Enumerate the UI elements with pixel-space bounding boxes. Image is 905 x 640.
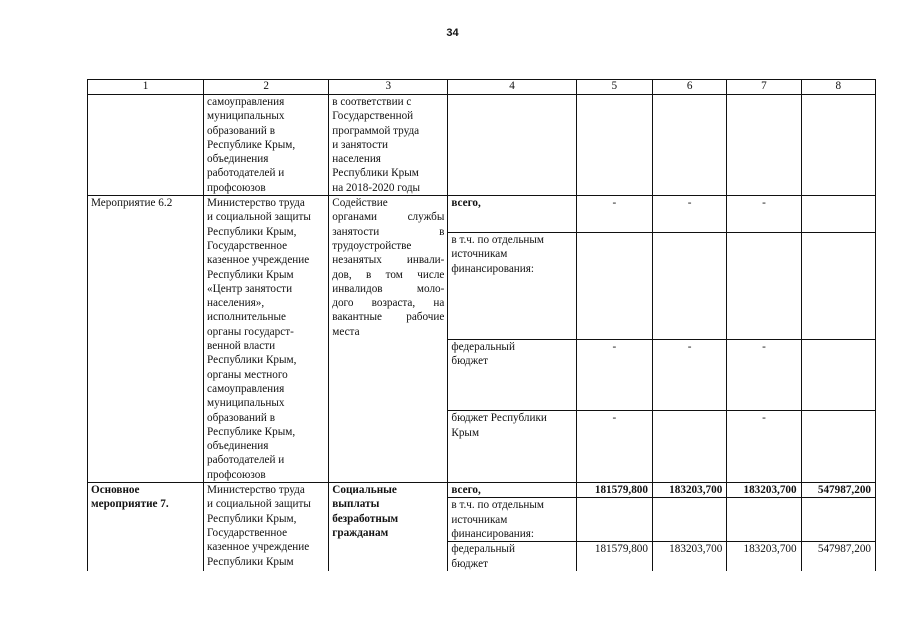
measure-name-cell bbox=[88, 483, 204, 571]
text-line: исполнительные bbox=[207, 311, 286, 324]
text-line: Содействие bbox=[332, 197, 388, 210]
table-header-row bbox=[88, 80, 876, 95]
text-line: Государственное bbox=[207, 239, 288, 252]
header-cell: 5 bbox=[576, 80, 652, 95]
value-cell: 547987,200 bbox=[801, 483, 875, 498]
text-line: финансирования: bbox=[451, 262, 535, 275]
source-cell bbox=[448, 542, 576, 571]
description-cell bbox=[329, 483, 448, 571]
value-cell: - bbox=[576, 411, 652, 483]
text-line: Республики Крым, bbox=[207, 512, 297, 525]
text-line: Министерство труда bbox=[207, 484, 305, 497]
text-line: органы государст- bbox=[207, 325, 294, 338]
text-line: Республики Крым bbox=[332, 167, 419, 180]
text-line: в т.ч. по отдельным bbox=[451, 234, 545, 247]
value-cell: 181579,800 bbox=[576, 483, 652, 498]
text-line: профсоюзов bbox=[207, 181, 266, 194]
value-cell bbox=[576, 498, 652, 542]
value-cell: 181579,800 bbox=[576, 542, 652, 571]
value-cell bbox=[801, 339, 875, 411]
text-line: Республике Крым, bbox=[207, 138, 296, 151]
text-line: объединения bbox=[207, 440, 269, 453]
source-total-label: всего, bbox=[451, 197, 481, 210]
cont-cell-7 bbox=[727, 95, 801, 196]
header-cell: 8 bbox=[801, 80, 875, 95]
text-line: органы местного bbox=[207, 368, 288, 381]
text-line: муниципальных bbox=[207, 397, 285, 410]
value-cell bbox=[801, 233, 875, 339]
text-line: федеральный bbox=[451, 543, 515, 556]
text-line: гражданам bbox=[332, 526, 389, 539]
text-line: Министерство труда bbox=[207, 197, 305, 210]
source-cell bbox=[448, 411, 576, 483]
text-line: программой труда bbox=[332, 124, 420, 137]
text-line: федеральный bbox=[451, 340, 515, 353]
header-cell: 4 bbox=[448, 80, 576, 95]
measure-7-row bbox=[88, 483, 876, 498]
text-line: инвалидов моло- bbox=[332, 282, 445, 295]
text-line: профсоюзов bbox=[207, 468, 266, 481]
text-line: дого возраста, на bbox=[332, 297, 445, 310]
header-cell: 3 bbox=[329, 80, 448, 95]
cont-description-cell bbox=[329, 95, 448, 196]
value-cell bbox=[801, 196, 875, 233]
text-line: Государственной bbox=[332, 110, 414, 123]
header-cell: 7 bbox=[727, 80, 801, 95]
text-line: Республике Крым, bbox=[207, 425, 296, 438]
cont-cell-5 bbox=[576, 95, 652, 196]
value-cell bbox=[801, 498, 875, 542]
executor-cell bbox=[204, 483, 329, 571]
text-line: в соответствии с bbox=[332, 96, 412, 108]
page-number: 34 bbox=[446, 27, 459, 39]
text-line: образований в bbox=[207, 411, 275, 424]
source-cell bbox=[448, 233, 576, 339]
text-line: объединения bbox=[207, 153, 269, 166]
text-line: «Центр занятости bbox=[207, 282, 293, 295]
text-line: казенное учреждение bbox=[207, 254, 310, 267]
text-line: бюджет Республики bbox=[451, 412, 547, 425]
source-cell bbox=[448, 196, 576, 233]
text-line: финансирования: bbox=[451, 527, 535, 540]
cont-executor-cell bbox=[204, 95, 329, 196]
text-line: на 2018-2020 годы bbox=[332, 181, 421, 194]
value-cell: 183203,700 bbox=[652, 483, 726, 498]
text-line: источникам bbox=[451, 513, 508, 526]
value-cell bbox=[652, 233, 726, 339]
text-line: Республики Крым, bbox=[207, 354, 297, 367]
source-total-label: всего, bbox=[451, 484, 481, 497]
text-line: занятости в bbox=[332, 225, 445, 238]
text-line: работодателей и bbox=[207, 454, 285, 467]
value-cell: - bbox=[727, 339, 801, 411]
header-cell: 2 bbox=[204, 80, 329, 95]
description-cell bbox=[329, 196, 448, 483]
executor-cell bbox=[204, 196, 329, 483]
text-line: и социальной защиты bbox=[207, 211, 311, 224]
text-line: бюджет bbox=[451, 557, 488, 570]
measure-name: Основное bbox=[91, 484, 140, 497]
header-cell: 1 bbox=[88, 80, 204, 95]
text-line: Государственное bbox=[207, 526, 288, 539]
value-cell bbox=[652, 411, 726, 483]
source-cell bbox=[448, 498, 576, 542]
text-line: безработным bbox=[332, 512, 399, 525]
text-line: венной власти bbox=[207, 340, 276, 353]
source-cell bbox=[448, 483, 576, 498]
text-line: самоуправления bbox=[207, 382, 285, 395]
text-line: Крым bbox=[451, 426, 480, 439]
text-line: незанятых инвали- bbox=[332, 254, 445, 267]
text-line: самоуправления bbox=[207, 96, 285, 108]
value-cell: - bbox=[727, 196, 801, 233]
value-cell: - bbox=[652, 196, 726, 233]
text-line: места bbox=[332, 325, 360, 338]
measure-name: мероприятие 7. bbox=[91, 498, 169, 511]
value-cell bbox=[576, 233, 652, 339]
text-line: и занятости bbox=[332, 138, 389, 151]
text-line: Республики Крым bbox=[207, 268, 294, 281]
text-line: Республики Крым, bbox=[207, 225, 297, 238]
text-line: и социальной защиты bbox=[207, 498, 311, 511]
value-cell bbox=[727, 498, 801, 542]
value-cell: - bbox=[576, 196, 652, 233]
text-line: бюджет bbox=[451, 354, 488, 367]
value-cell: 547987,200 bbox=[801, 542, 875, 571]
cont-cell-1 bbox=[88, 95, 204, 196]
value-cell: 183203,700 bbox=[652, 542, 726, 571]
text-line: вакантные рабочие bbox=[332, 311, 445, 324]
value-cell: - bbox=[576, 339, 652, 411]
text-line: работодателей и bbox=[207, 167, 285, 180]
continuation-row bbox=[88, 95, 876, 196]
text-line: в т.ч. по отдельным bbox=[451, 499, 545, 512]
header-cell: 6 bbox=[652, 80, 726, 95]
value-cell bbox=[652, 498, 726, 542]
text-line: казенное учреждение bbox=[207, 541, 310, 554]
text-line: муниципальных bbox=[207, 110, 285, 123]
text-line: органами службы bbox=[332, 211, 445, 224]
text-line: Республики Крым bbox=[207, 555, 294, 568]
text-line: образований в bbox=[207, 124, 275, 137]
text-line: выплаты bbox=[332, 498, 380, 511]
source-cell bbox=[448, 339, 576, 411]
text-line: населения», bbox=[207, 297, 265, 310]
value-cell: - bbox=[727, 411, 801, 483]
measure-name-cell bbox=[88, 196, 204, 483]
value-cell bbox=[801, 411, 875, 483]
text-line: Социальные bbox=[332, 484, 397, 497]
value-cell: 183203,700 bbox=[727, 483, 801, 498]
text-line: населения bbox=[332, 153, 381, 166]
value-cell: - bbox=[652, 339, 726, 411]
cont-cell-6 bbox=[652, 95, 726, 196]
cont-cell-4 bbox=[448, 95, 576, 196]
measure-6-2-row bbox=[88, 196, 876, 233]
measure-name: Мероприятие 6.2 bbox=[91, 197, 173, 210]
value-cell: 183203,700 bbox=[727, 542, 801, 571]
text-line: источникам bbox=[451, 248, 508, 261]
text-line: дов, в том числе bbox=[332, 268, 445, 281]
cont-cell-8 bbox=[801, 95, 875, 196]
text-line: трудоустройстве bbox=[332, 239, 412, 252]
budget-table bbox=[87, 79, 876, 571]
value-cell bbox=[727, 233, 801, 339]
